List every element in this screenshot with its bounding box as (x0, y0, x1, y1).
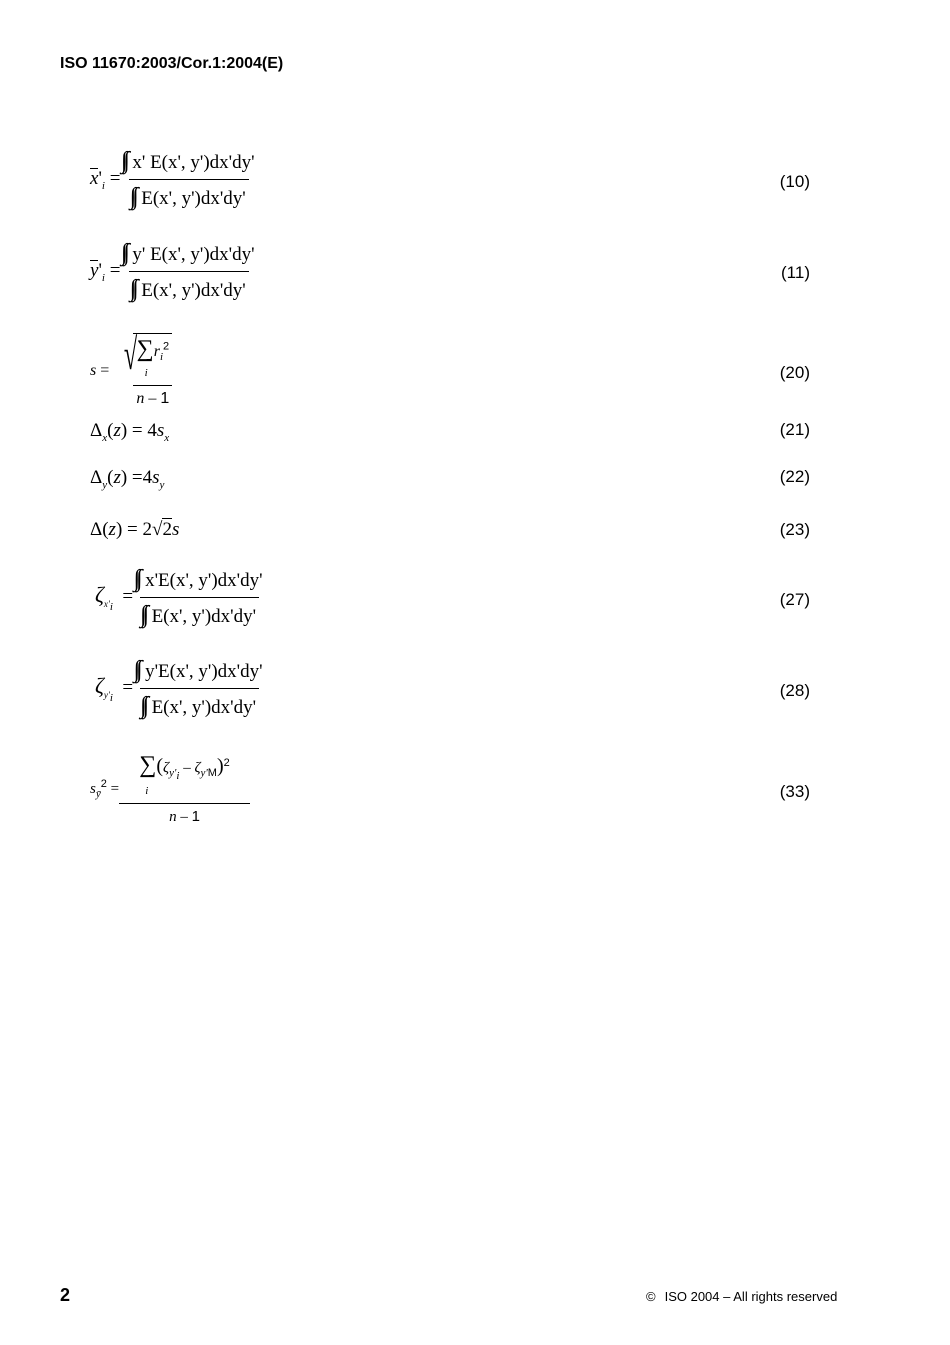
fraction (133, 657, 265, 720)
equation-27: $\zeta_{x'_i}$ = $\frac{x'E(x', y')dx'dy'}{E(x', y')dx'dy'}$ (95, 566, 266, 629)
equation-22: $\Delta_y(z) =4s_y$ (90, 467, 165, 491)
equation-20: s = √ $\sum r_i^2$ i n – 1 (90, 333, 172, 408)
denominator: E(x', y')dx'dy' (141, 280, 246, 301)
equation-10: $x'_i$ = $\frac{x' E(x', y')dx'dy'}{E(x', y')dx'dy'}$ (90, 148, 258, 211)
fraction: $\sum(\zeta_{y'_i} - \zeta_{y'M})^2$ i n – 1 (119, 752, 250, 826)
equation-number-10: (10) (779, 172, 810, 191)
copyright-text: ISO 2004 – All rights reserved (664, 1289, 838, 1304)
denominator: E(x', y')dx'dy' (151, 697, 257, 718)
equation-33: $s_ȳ^2$ = $\sum(\zeta_{y'_i} - \zeta_{y'M})^2$ i n – 1 (90, 752, 250, 826)
equation-number-23: (23) (779, 520, 810, 539)
equation-number-27: (27) (779, 590, 810, 609)
equation-number-21: (21) (779, 420, 810, 439)
numerator: y' E(x', y')dx'dy' (132, 244, 255, 265)
equation-number-28: (28) (779, 681, 810, 700)
page-number: 2 (60, 1285, 71, 1305)
copyright-notice (646, 1289, 837, 1304)
equation-number-11: (11) (781, 263, 810, 282)
square-root: √ $\sum r_i^2$ i n – 1 (113, 333, 172, 408)
equation-23: Δ(z) = 2√2s (90, 519, 180, 540)
equation-number-33: (33) (779, 782, 810, 801)
denominator: E(x', y')dx'dy' (141, 188, 246, 209)
numerator: x' E(x', y')dx'dy' (132, 152, 255, 173)
fraction (120, 240, 257, 303)
document-header: ISO 11670:2003/Cor.1:2004(E) (60, 55, 284, 72)
denominator: E(x', y')dx'dy' (151, 606, 257, 627)
numerator: x'E(x', y')dx'dy' (145, 570, 263, 591)
fraction (133, 566, 265, 629)
equation-11: $y'_i$ = $\frac{y' E(x', y')dx'dy'}{E(x', y')dx'dy'}$ (90, 240, 258, 303)
equation-28: $\zeta_{y'_i}$ = $\frac{y'E(x', y')dx'dy'}{E(x', y')dx'dy'}$ (95, 657, 266, 720)
numerator: y'E(x', y')dx'dy' (145, 661, 263, 682)
fraction (120, 148, 257, 211)
copyright-symbol: © (646, 1289, 656, 1304)
equation-number-20: (20) (779, 363, 810, 382)
equation-21: $\Delta_x(z) = 4s_x$ (90, 420, 170, 444)
equation-number-22: (22) (779, 467, 810, 486)
